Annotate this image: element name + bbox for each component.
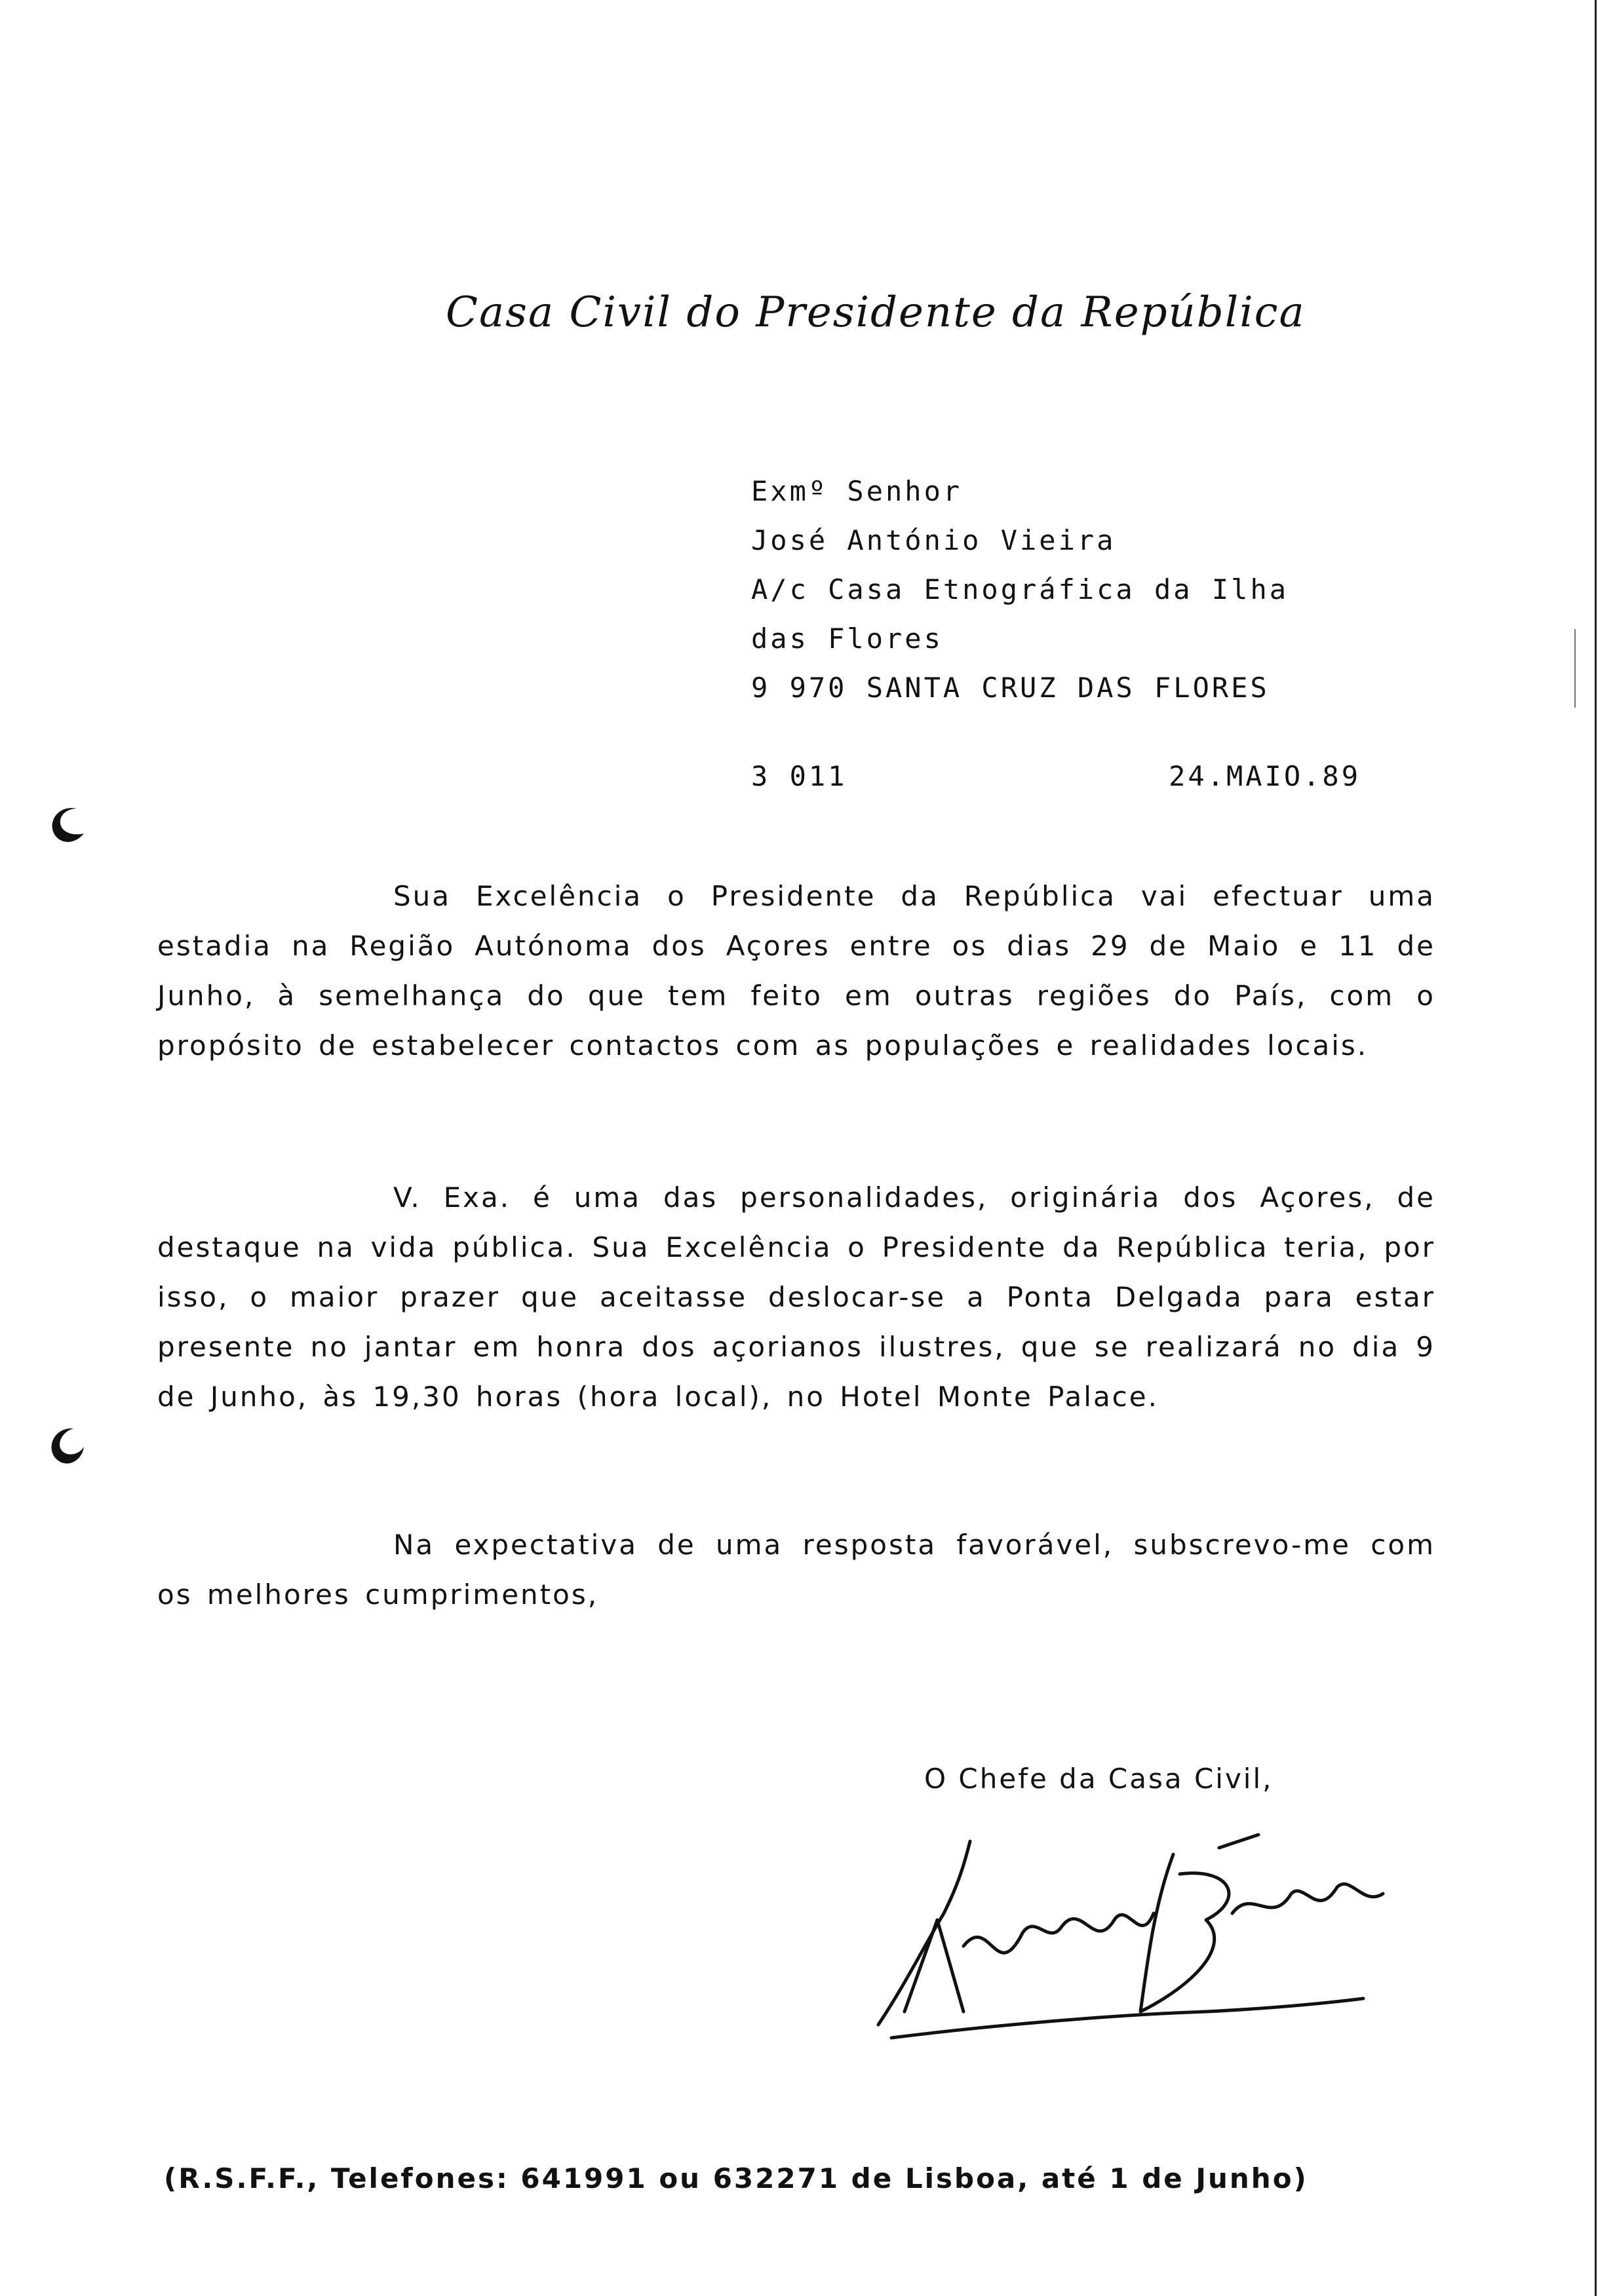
address-line: das Flores <box>751 622 943 655</box>
paragraph-text: Na expectativa de uma resposta favorável, subscrevo-me com os melhores cumprimentos, <box>157 1529 1435 1611</box>
closing-title: O Chefe da Casa Civil, <box>924 1763 1274 1795</box>
recipient-address <box>751 467 1407 712</box>
body-paragraph-1 <box>157 871 1435 1110</box>
body-paragraph-2 <box>157 1173 1435 1461</box>
punch-hole-mark <box>41 801 87 847</box>
letterhead: Casa Civil do Presidente da República <box>446 288 1306 337</box>
scan-edge-mark <box>1574 629 1576 708</box>
address-line: José António Vieira <box>751 524 1116 556</box>
signature-image <box>865 1815 1403 2051</box>
punch-hole-mark <box>41 1422 87 1468</box>
letter-date: 24.MAIO.89 <box>1169 760 1361 792</box>
footer-contact: (R.S.F.F., Telefones: 641991 ou 632271 de Lisboa, até 1 de Junho) <box>164 2162 1308 2194</box>
reference-line <box>751 760 1361 792</box>
paragraph-text: V. Exa. é uma das personalidades, originária dos Açores, de destaque na vida pública. Sua Excelência o Presidente da República teria, por isso, o maior prazer que aceitasse deslocar-se a Ponta Delgada para estar presente no jantar em honra dos açorianos ilustres, que se realizará no dia 9 de Junho, às 19,30 horas (hora local), no Hotel Monte Palace. <box>157 1181 1435 1413</box>
address-line: A/c Casa Etnográfica da Ilha <box>751 573 1289 605</box>
address-line: Exmº Senhor <box>751 475 963 507</box>
address-line: 9 970 SANTA CRUZ DAS FLORES <box>751 672 1270 704</box>
body-paragraph-3 <box>157 1520 1435 1659</box>
paragraph-text: Sua Excelência o Presidente da República vai efectuar uma estadia na Região Autónoma dos Açores entre os dias 29 de Maio e 11 de Junho, à semelhança do que tem feito em outras regiões do País, com o propósito de estabelecer contactos com as populações e realidades locais. <box>157 880 1435 1062</box>
scan-edge-line <box>1595 0 1597 2296</box>
reference-number: 3 011 <box>751 760 847 792</box>
